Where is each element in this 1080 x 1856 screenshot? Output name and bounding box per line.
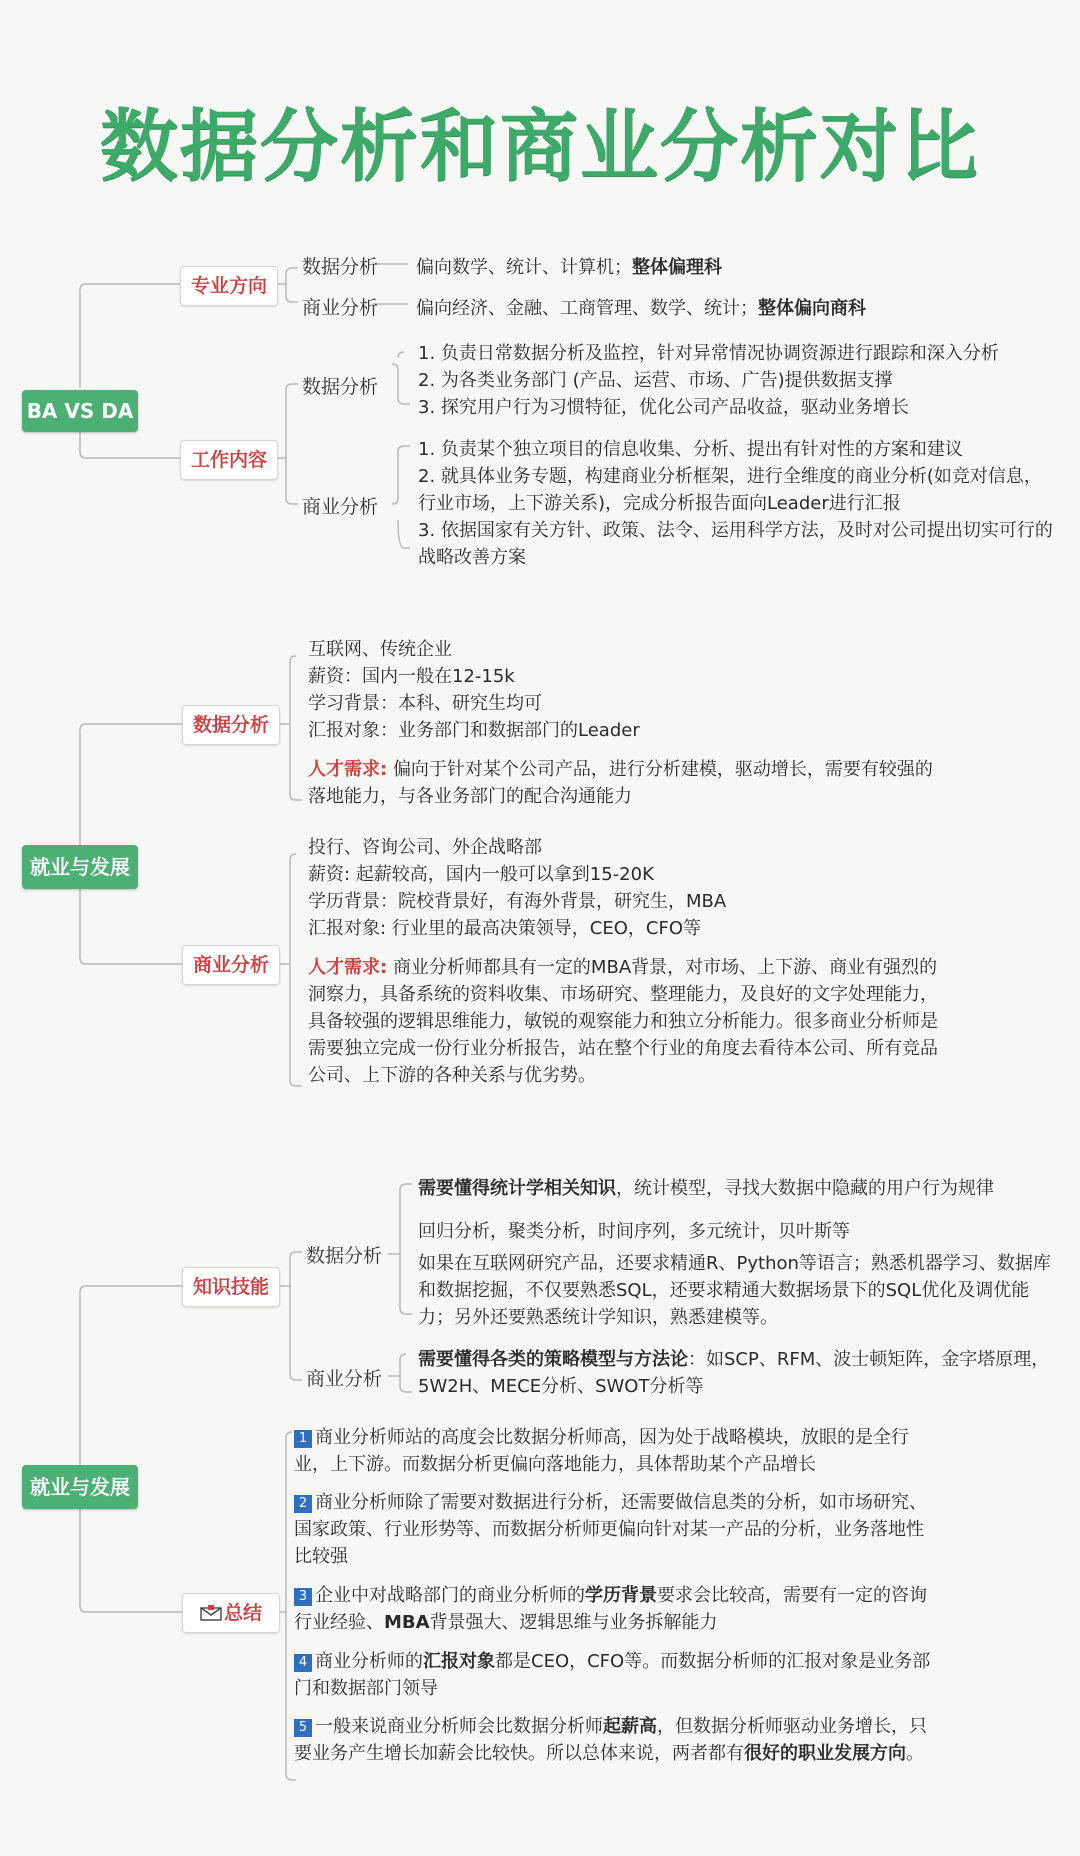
skills-da-label: 数据分析 — [306, 1245, 383, 1267]
work-ba-item: 3. 依据国家有关方针、政策、法令、运用科学方法，及时对公司提出切实可行的战略改善方案 — [418, 520, 1053, 568]
da-talent-need: 人才需求: 偏向于针对某个公司产品，进行分析建模，驱动增长，需要有较强的落地能力，与各业务部门的配合沟通能力 — [308, 759, 933, 807]
number-badge: 4 — [294, 1654, 312, 1672]
page-title: 数据分析和商业分析对比 — [99, 102, 980, 192]
number-badge: 5 — [294, 1719, 312, 1737]
da-line: 薪资：国内一般在12-15k — [308, 666, 515, 687]
work-da-item: 1. 负责日常数据分析及监控，针对异常情况协调资源进行跟踪和深入分析 — [418, 343, 999, 364]
category-major: 专业方向 — [180, 266, 278, 306]
root-node-career: 就业与发展 — [22, 845, 138, 889]
work-da-item: 3. 探究用户行为习惯特征，优化公司产品收益，驱动业务增长 — [418, 397, 909, 418]
ba-line: 汇报对象: 行业里的最高决策领导，CEO，CFO等 — [308, 918, 701, 939]
work-ba-label: 商业分析 — [302, 496, 379, 518]
work-da-item: 2. 为各类业务部门 (产品、运营、市场、广告)提供数据支撑 — [418, 370, 893, 391]
number-badge: 3 — [294, 1588, 312, 1606]
major-ba-label: 商业分析 — [302, 297, 379, 319]
skills-ba-text: 需要懂得各类的策略模型与方法论：如SCP、RFM、波士顿矩阵，金字塔原理，5W2H、MECE分析、SWOT分析等 — [418, 1349, 1050, 1397]
category-ba: 商业分析 — [182, 945, 280, 985]
major-da-text: 偏向数学、统计、计算机；整体偏理科 — [416, 257, 722, 278]
da-line: 学习背景：本科、研究生均可 — [308, 693, 542, 714]
category-work: 工作内容 — [180, 440, 278, 480]
da-line: 汇报对象：业务部门和数据部门的Leader — [308, 720, 640, 741]
category-skills: 知识技能 — [182, 1267, 280, 1307]
number-badge: 1 — [294, 1430, 312, 1448]
skills-da-item2: 回归分析，聚类分析，时间序列，多元统计，贝叶斯等 — [418, 1221, 850, 1242]
summary-item-3: 3 企业中对战略部门的商业分析师的学历背景要求会比较高，需要有一定的咨询行业经验、MBA背景强大、逻辑思维与业务拆解能力 — [294, 1585, 927, 1633]
major-da-label: 数据分析 — [302, 256, 379, 278]
ba-line: 投行、咨询公司、外企战略部 — [308, 837, 542, 858]
ba-talent-need: 人才需求: 商业分析师都具有一定的MBA背景，对市场、上下游、商业有强烈的洞察力，具备系统的资料收集、市场研究、整理能力，及良好的文字处理能力，具备较强的逻辑思维能力，敏锐的观察能力和独立分析能力。很多商业分析师是需要独立完成一份行业分析报告，站在整个行业的角度去看待本公司、所有竞品公司、上下游的各种关系与优劣势。 — [308, 957, 938, 1086]
summary-item-2: 2 商业分析师除了需要对数据进行分析，还需要做信息类的分析，如市场研究、国家政策、行业形势等、而数据分析师更偏向针对某一产品的分析，业务落地性比较强 — [294, 1492, 927, 1567]
root-node-career-2: 就业与发展 — [22, 1465, 138, 1509]
da-line: 互联网、传统企业 — [308, 639, 452, 660]
work-ba-item: 2. 就具体业务专题，构建商业分析框架，进行全维度的商业分析(如竞对信息，行业市场，上下游关系)，完成分析报告面向Leader进行汇报 — [418, 466, 1042, 514]
skills-da-item1: 需要懂得统计学相关知识，统计模型，寻找大数据中隐藏的用户行为规律 — [418, 1178, 994, 1199]
envelope-icon — [200, 1605, 222, 1621]
root-node-ba-vs-da: BA VS DA — [22, 390, 138, 432]
major-ba-text: 偏向经济、金融、工商管理、数学、统计；整体偏向商科 — [416, 298, 866, 319]
summary-item-4: 4 商业分析师的汇报对象都是CEO，CFO等。而数据分析师的汇报对象是业务部门和数据部门领导 — [294, 1651, 931, 1699]
category-da: 数据分析 — [182, 705, 280, 745]
number-badge: 2 — [294, 1495, 312, 1513]
work-ba-item: 1. 负责某个独立项目的信息收集、分析、提出有针对性的方案和建议 — [418, 439, 963, 460]
skills-ba-label: 商业分析 — [306, 1368, 383, 1390]
skills-da-item3: 如果在互联网研究产品，还要求精通R、Python等语言；熟悉机器学习、数据库和数据挖掘，不仅要熟悉SQL，还要求精通大数据场景下的SQL优化及调优能力；另外还要熟悉统计学知识，熟悉建模等。 — [418, 1253, 1051, 1328]
summary-item-5: 5 一般来说商业分析师会比数据分析师起薪高，但数据分析师驱动业务增长，只要业务产生增长加薪会比较快。所以总体来说，两者都有很好的职业发展方向。 — [294, 1716, 927, 1764]
ba-line: 薪资: 起薪较高，国内一般可以拿到15-20K — [308, 864, 654, 885]
summary-item-1: 1 商业分析师站的高度会比数据分析师高，因为处于战略模块，放眼的是全行业，上下游。而数据分析更偏向落地能力，具体帮助某个产品增长 — [294, 1427, 909, 1475]
work-da-label: 数据分析 — [302, 376, 379, 398]
ba-line: 学历背景：院校背景好，有海外背景，研究生，MBA — [308, 891, 727, 912]
category-summary: 总结 — [182, 1593, 280, 1633]
